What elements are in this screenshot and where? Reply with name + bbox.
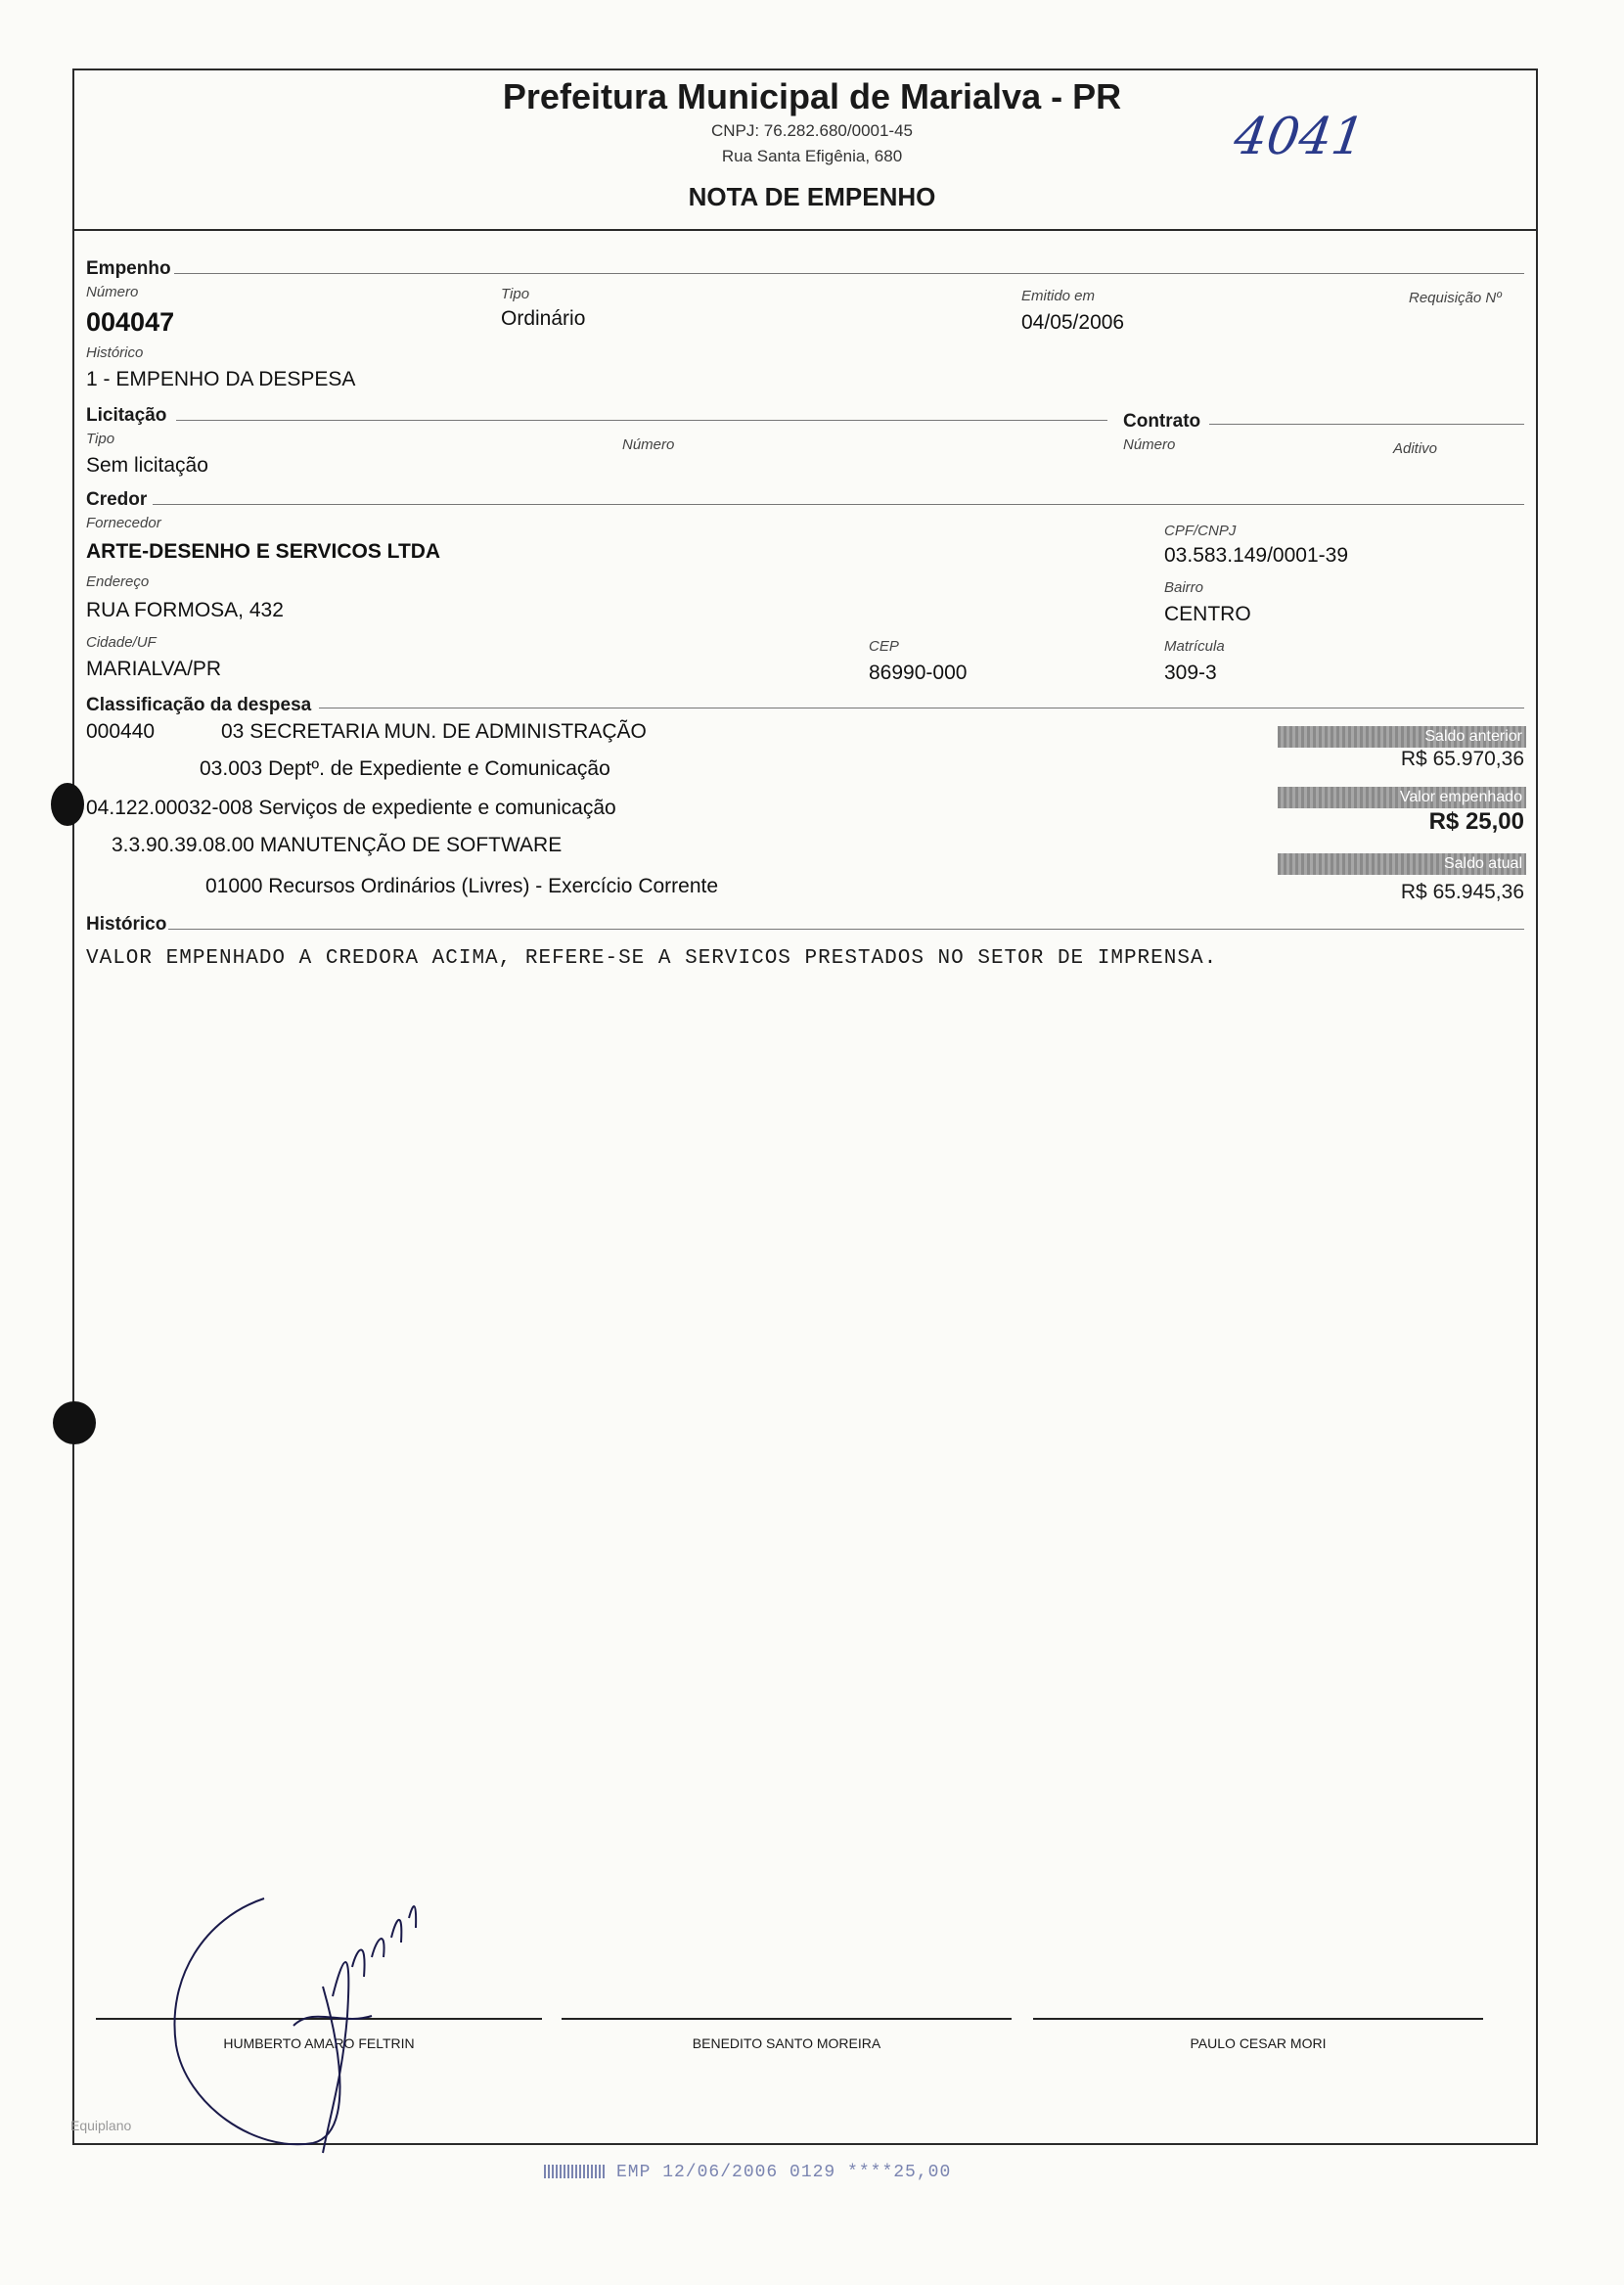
numero-label: Número	[86, 284, 139, 300]
section-licitacao: Licitação	[86, 405, 167, 426]
endereco-value: RUA FORMOSA, 432	[86, 599, 284, 621]
saldo-anterior-label: Saldo anterior	[1278, 726, 1526, 748]
saldo-atual-value: R$ 65.945,36	[1400, 881, 1524, 903]
section-credor: Credor	[86, 489, 148, 510]
fornecedor-name: ARTE-DESENHO E SERVICOS LTDA	[86, 540, 441, 563]
historico-text: VALOR EMPENHADO A CREDORA ACIMA, REFERE-SE A SERVICOS PRESTADOS NO SETOR DE IMPRENSA.	[86, 947, 1218, 970]
classificacao-unidade: 03.003 Deptº. de Expediente e Comunicação	[200, 757, 610, 780]
signature-name-2: BENEDITO SANTO MOREIRA	[692, 2035, 881, 2051]
section-rule	[176, 420, 1107, 421]
header-divider	[72, 229, 1538, 231]
classificacao-elemento: 3.3.90.39.08.00 MANUTENÇÃO DE SOFTWARE	[112, 834, 563, 856]
section-rule	[174, 273, 1524, 274]
emitido-date: 04/05/2006	[1021, 311, 1125, 334]
bairro-value: CENTRO	[1164, 603, 1251, 625]
emitido-label: Emitido em	[1021, 288, 1096, 304]
cidade-value: MARIALVA/PR	[86, 658, 222, 680]
page-title: Prefeitura Municipal de Marialva - PR	[502, 76, 1122, 116]
stamp-text: EMP 12/06/2006 0129 ****25,00	[616, 2163, 952, 2182]
section-classificacao: Classificação da despesa	[86, 695, 312, 715]
empenho-historico: 1 - EMPENHO DA DESPESA	[86, 368, 356, 390]
handwritten-number: 4041	[1230, 108, 1369, 166]
bairro-label: Bairro	[1164, 579, 1204, 596]
classificacao-funcional: 04.122.00032-008 Serviços de expediente e comunicação	[86, 797, 616, 819]
matricula-value: 309-3	[1164, 662, 1217, 684]
cnpj-text: CNPJ: 76.282.680/0001-45	[710, 121, 914, 140]
handwritten-signature	[147, 1859, 440, 2182]
classificacao-recurso: 01000 Recursos Ordinários (Livres) - Exercício Corrente	[205, 875, 719, 897]
classificacao-orgao: 03 SECRETARIA MUN. DE ADMINISTRAÇÃO	[221, 720, 647, 743]
cpf-value: 03.583.149/0001-39	[1164, 544, 1349, 567]
valor-empenhado-value: R$ 25,00	[1428, 808, 1524, 835]
software-watermark: Equiplano	[70, 2118, 132, 2133]
document-title: NOTA DE EMPENHO	[688, 182, 936, 211]
cep-value: 86990-000	[869, 662, 968, 684]
barcode-mark	[544, 2165, 607, 2178]
signature-line-3	[1033, 2018, 1483, 2020]
empenho-tipo: Ordinário	[501, 307, 586, 330]
fornecedor-label: Fornecedor	[86, 515, 161, 531]
address-text: Rua Santa Efigênia, 680	[721, 147, 903, 165]
requisicao-label: Requisição Nº	[1409, 290, 1502, 306]
punch-hole-bottom	[53, 1401, 96, 1444]
section-empenho: Empenho	[86, 258, 171, 279]
section-rule	[1209, 424, 1524, 425]
cidade-label: Cidade/UF	[86, 634, 157, 651]
signature-line-2	[562, 2018, 1012, 2020]
signature-name-3: PAULO CESAR MORI	[1190, 2035, 1327, 2051]
licitacao-tipo-label: Tipo	[86, 431, 115, 447]
matricula-label: Matrícula	[1164, 638, 1225, 655]
endereco-label: Endereço	[86, 573, 150, 590]
saldo-atual-label: Saldo atual	[1278, 853, 1526, 875]
cpf-label: CPF/CNPJ	[1164, 523, 1237, 539]
licitacao-tipo: Sem licitação	[86, 454, 208, 477]
punch-hole-top	[51, 783, 84, 826]
empenho-numero: 004047	[86, 307, 175, 337]
tipo-label: Tipo	[501, 286, 530, 302]
section-historico: Histórico	[86, 914, 167, 935]
section-rule	[168, 929, 1524, 930]
cep-label: CEP	[869, 638, 899, 655]
contrato-aditivo-label: Aditivo	[1393, 440, 1438, 457]
saldo-anterior-value: R$ 65.970,36	[1400, 748, 1524, 770]
section-rule	[153, 504, 1524, 505]
historico-label: Histórico	[86, 344, 144, 361]
valor-empenhado-label: Valor empenhado	[1278, 787, 1526, 808]
classificacao-code: 000440	[86, 720, 156, 743]
section-contrato: Contrato	[1123, 411, 1201, 432]
signature-name-1: HUMBERTO AMARO FELTRIN	[223, 2035, 415, 2051]
register-stamp	[544, 2163, 951, 2182]
contrato-numero-label: Número	[1123, 436, 1176, 453]
licitacao-numero-label: Número	[622, 436, 675, 453]
